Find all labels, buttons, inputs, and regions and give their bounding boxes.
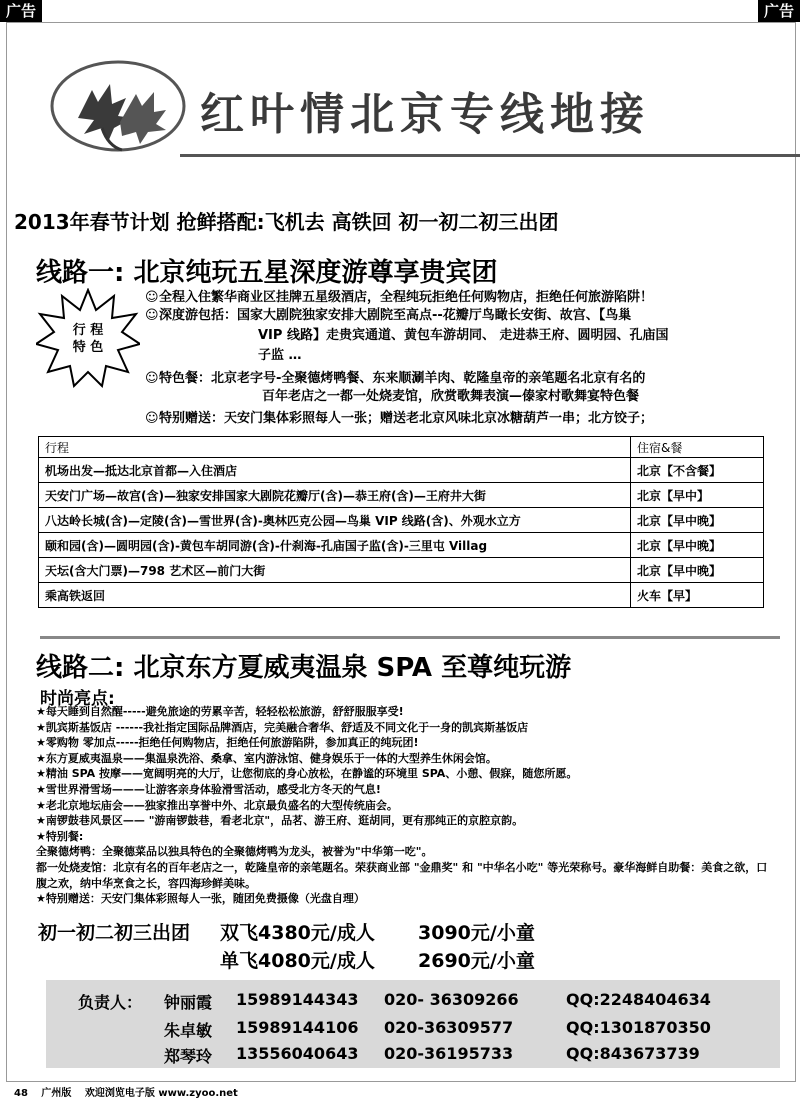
list-item: ★南锣鼓巷风景区—— "游南锣鼓巷，看老北京"，品茗、游王府、逛胡同，更有那纯正的京腔京韵。 <box>36 814 524 828</box>
list-item: ★凯宾斯基饭店 ------我社指定国际品牌酒店，完美融合奢华、舒适及不同文化于一身的凯宾斯基饭店 <box>36 720 529 734</box>
list-item: 都一处烧麦馆：北京有名的百年老店之一，乾隆皇帝的亲笔题名。荣获商业部 "金鼎奖" 和 "中华名小吃" 等光荣称号。豪华海鲜自助餐：美食之欲，口腹之欢，纳中华烹食之长，容四海珍鲜美味。 <box>36 860 768 890</box>
highlights-title: 时尚亮点: <box>40 689 115 709</box>
feature-continuation: 百年老店之一都一处烧麦馆，欣赏歌舞表演—傣家村歌舞宴特色餐 <box>262 389 640 404</box>
list-item: ★特别餐: <box>36 829 84 843</box>
header-rule <box>180 154 800 157</box>
feature-continuation: VIP 线路】走贵宾通道、黄包车游胡同、 走进恭王府、圆明园、孔庙国 <box>258 328 669 343</box>
list-item: ★每天睡到自然醒-----避免旅途的劳累辛苦，轻轻松松旅游，舒舒服服享受! <box>36 705 404 718</box>
edition-label: 广州版 <box>41 1088 72 1099</box>
highlights-list <box>36 704 776 907</box>
table-header-row <box>39 437 764 458</box>
table-row: 机场出发—抵达北京首都—入住酒店 北京【不含餐】 <box>39 458 764 483</box>
list-item: ★东方夏威夷温泉——集温泉洗浴、桑拿、室内游泳馆、健身娱乐于一体的大型养生休闲会馆。 <box>36 751 497 765</box>
page-number: 48 <box>14 1088 28 1099</box>
table-row: 天坛(含大门票)—798 艺术区—前门大街 北京【早中晚】 <box>39 558 764 583</box>
ad-tag-right: 广告 <box>758 0 800 22</box>
contact-box: 负责人： 钟丽霞 15989144343 020- 36309266 QQ:2248404634 朱卓敏 15989144106 020-36309577 QQ:1301870350 郑琴玲 13556040643 020-36195733 QQ:843673739 <box>46 980 780 1068</box>
price-child-2: 2690元/小童 <box>418 950 535 972</box>
contact-label: 负责人： <box>78 993 143 1012</box>
headline: 2013年春节计划 抢鲜搭配:飞机去 高铁回 初一初二初三出团 <box>14 210 559 234</box>
feature-item: ☺特别赠送：天安门集体彩照每人一张；赠送老北京风味北京冰糖葫芦一串；北方饺子； <box>145 411 654 426</box>
price-departure: 初一初二初三出团 <box>38 922 191 944</box>
list-item: ★雪世界滑雪场———让游客亲身体验滑雪活动，感受北方冬天的气息! <box>36 782 381 796</box>
table-row: 八达岭长城(含)—定陵(含)—雪世界(含)-奥林匹克公园—鸟巢 VIP 线路(含)、外观水立方 北京【早中晚】 <box>39 508 764 533</box>
header-stay: 住宿&餐 <box>631 437 764 458</box>
list-item: 全聚德烤鸭：全聚德菜品以独具特色的全聚德烤鸭为龙头，被誉为"中华第一吃"。 <box>36 845 433 859</box>
table-row: 乘高铁返回 火车【早】 <box>39 583 764 608</box>
badge-label: 行 程 特 色 <box>72 323 104 355</box>
itinerary-table <box>38 436 764 608</box>
price-child-1: 3090元/小童 <box>418 922 535 944</box>
section-divider <box>40 636 780 639</box>
route2-title: 线路二: 北京东方夏威夷温泉 SPA 至尊纯玩游 <box>36 653 572 683</box>
header-route: 行程 <box>39 437 631 458</box>
feature-continuation: 子监 … <box>258 348 302 363</box>
list-item: ★精油 SPA 按摩——宽阔明亮的大厅，让您彻底的身心放松，在静谧的环境里 SPA、小憩、假寐，随您所愿。 <box>36 767 578 781</box>
price-adult-1: 双飞4380元/成人 <box>220 922 375 944</box>
route1-title: 线路一: 北京纯玩五星深度游尊享贵宾团 <box>36 258 498 288</box>
table-row: 天安门广场—故宫(含)—独家安排国家大剧院花瓣厅(含)—恭王府(含)—王府井大街 北京【早中】 <box>39 483 764 508</box>
footer <box>14 1084 238 1099</box>
feature-item: ☺全程入住繁华商业区挂牌五星级酒店，全程纯玩拒绝任何购物店，拒绝任何旅游陷阱！ <box>145 290 654 305</box>
brand-title: 红叶情北京专线地接 <box>200 89 650 140</box>
red-leaf-logo <box>48 58 188 153</box>
feature-item: ☺深度游包括：国家大剧院独家安排大剧院至高点--花瓣厅鸟瞰长安街、故宫、【鸟巢 <box>145 308 632 323</box>
list-item: ★特别赠送：天安门集体彩照每人一张，随团免费摄像（光盘自理） <box>36 892 365 906</box>
list-item: ★零购物 零加点-----拒绝任何购物店，拒绝任何旅游陷阱，参加真正的纯玩团! <box>36 736 419 750</box>
list-item: ★老北京地坛庙会——独家推出享誉中外、北京最负盛名的大型传统庙会。 <box>36 798 398 812</box>
feature-item: ☺特色餐：北京老字号-全聚德烤鸭餐、东来顺涮羊肉、乾隆皇帝的亲笔题名北京有名的 <box>145 371 646 386</box>
welcome-text: 欢迎浏览电子版 www.zyoo.net <box>84 1088 238 1099</box>
price-adult-2: 单飞4080元/成人 <box>220 950 375 972</box>
ad-tag-left: 广告 <box>0 0 42 22</box>
table-row: 颐和园(含)—圆明园(含)-黄包车胡同游(含)-什刹海-孔庙国子监(含)-三里屯 Villag 北京【早中晚】 <box>39 533 764 558</box>
header <box>40 50 760 160</box>
